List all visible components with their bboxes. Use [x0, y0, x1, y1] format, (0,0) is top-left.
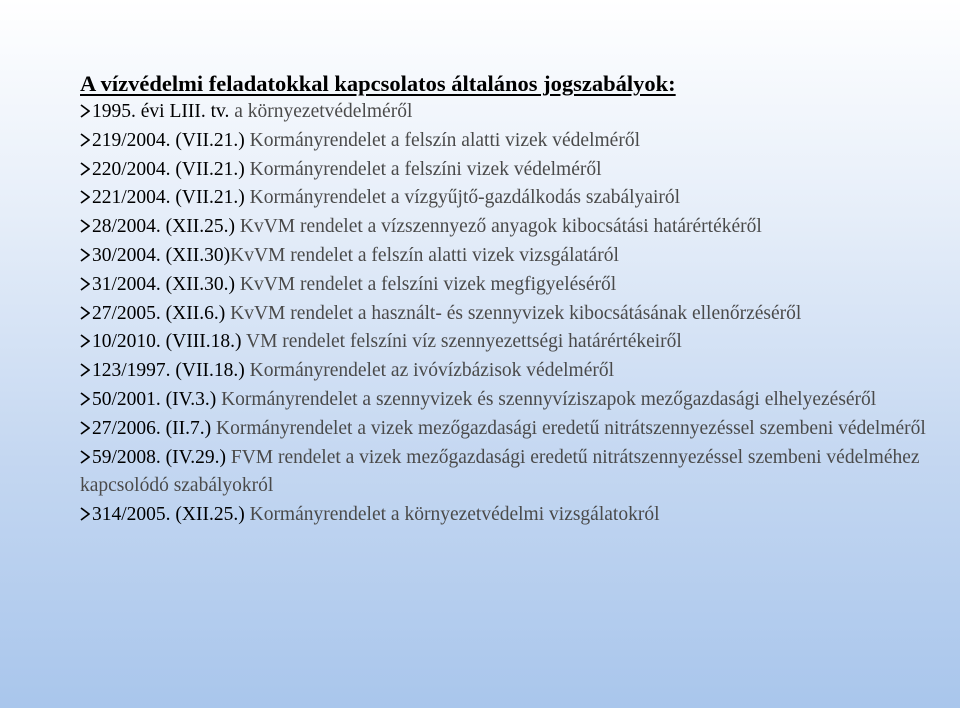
law-code: 50/2001. (IV.3.) [92, 388, 217, 410]
law-code: 28/2004. (XII.25.) [92, 216, 235, 238]
arrowhead-bullet-icon [80, 162, 90, 176]
arrowhead-bullet-icon [80, 248, 90, 262]
law-description: Kormányrendelet a felszín alatti vizek védelméről [244, 129, 640, 151]
list-item [80, 213, 940, 242]
list-item [80, 98, 940, 127]
law-code: 59/2008. (IV.29.) [92, 446, 226, 468]
law-description: Kormányrendelet a vízgyűjtő-gazdálkodás szabályairól [244, 187, 681, 209]
arrowhead-bullet-icon [80, 104, 90, 118]
arrowhead-bullet-icon [80, 306, 90, 320]
arrowhead-bullet-icon [80, 392, 90, 406]
page-title: A vízvédelmi feladatokkal kapcsolatos általános jogszabályok: [80, 71, 676, 96]
law-code: 31/2004. (XII.30.) [92, 273, 235, 295]
law-code: 219/2004. (VII.21.) [92, 129, 245, 151]
list-item [80, 242, 940, 271]
law-description: Kormányrendelet az ivóvízbázisok védelméről [244, 360, 615, 382]
list-item [80, 127, 940, 156]
law-description: VM rendelet felszíni víz szennyezettségi határértékeiről [241, 331, 682, 353]
list-item [80, 415, 940, 444]
arrowhead-bullet-icon [80, 277, 90, 291]
list-item [80, 184, 940, 213]
list-item [80, 271, 940, 300]
law-description: Kormányrendelet a felszíni vizek védelméről [244, 158, 602, 180]
law-description: Kormányrendelet a szennyvizek és szennyvíziszapok mezőgazdasági elhelyezéséről [216, 388, 877, 410]
law-description: Kormányrendelet a vizek mezőgazdasági eredetű nitrátszennyezéssel szembeni védelméről [211, 417, 926, 439]
arrowhead-bullet-icon [80, 133, 90, 147]
list-item [80, 357, 940, 386]
list-item [80, 300, 940, 329]
law-code: 10/2010. (VIII.18.) [92, 331, 242, 353]
arrowhead-bullet-icon [80, 219, 90, 233]
law-description: KvVM rendelet a felszíni vizek megfigyeléséről [234, 273, 617, 295]
law-code: 220/2004. (VII.21.) [92, 158, 245, 180]
list-item [80, 156, 940, 185]
law-description: Kormányrendelet a környezetvédelmi vizsgálatokról [244, 504, 660, 526]
arrowhead-bullet-icon [80, 334, 90, 348]
law-description: KvVM rendelet a használt- és szennyvizek kibocsátásának ellenőrzéséről [225, 302, 802, 324]
arrowhead-bullet-icon [80, 450, 90, 464]
law-description: a környezetvédelméről [229, 101, 413, 122]
law-description: KvVM rendelet a felszín alatti vizek vizsgálatáról [230, 244, 619, 266]
law-code: 1995. évi LIII. tv. [92, 101, 230, 122]
law-code: 314/2005. (XII.25.) [92, 504, 245, 526]
law-code: 27/2006. (II.7.) [92, 417, 212, 439]
slide-content [80, 70, 940, 530]
law-code: 30/2004. (XII.30) [92, 244, 231, 266]
list-item [80, 501, 940, 530]
law-list [80, 98, 940, 530]
arrowhead-bullet-icon [80, 363, 90, 377]
law-description: FVM rendelet a vizek mezőgazdasági eredetű nitrátszennyezéssel szembeni védelméhez kapcsolódó szabályokról [80, 446, 920, 497]
list-item [80, 386, 940, 415]
arrowhead-bullet-icon [80, 507, 90, 521]
arrowhead-bullet-icon [80, 421, 90, 435]
law-code: 221/2004. (VII.21.) [92, 187, 245, 209]
law-description: KvVM rendelet a vízszennyező anyagok kibocsátási határértékéről [234, 216, 762, 238]
law-code: 27/2005. (XII.6.) [92, 302, 226, 324]
list-item [80, 444, 940, 502]
arrowhead-bullet-icon [80, 190, 90, 204]
list-item [80, 328, 940, 357]
law-code: 123/1997. (VII.18.) [92, 360, 245, 382]
